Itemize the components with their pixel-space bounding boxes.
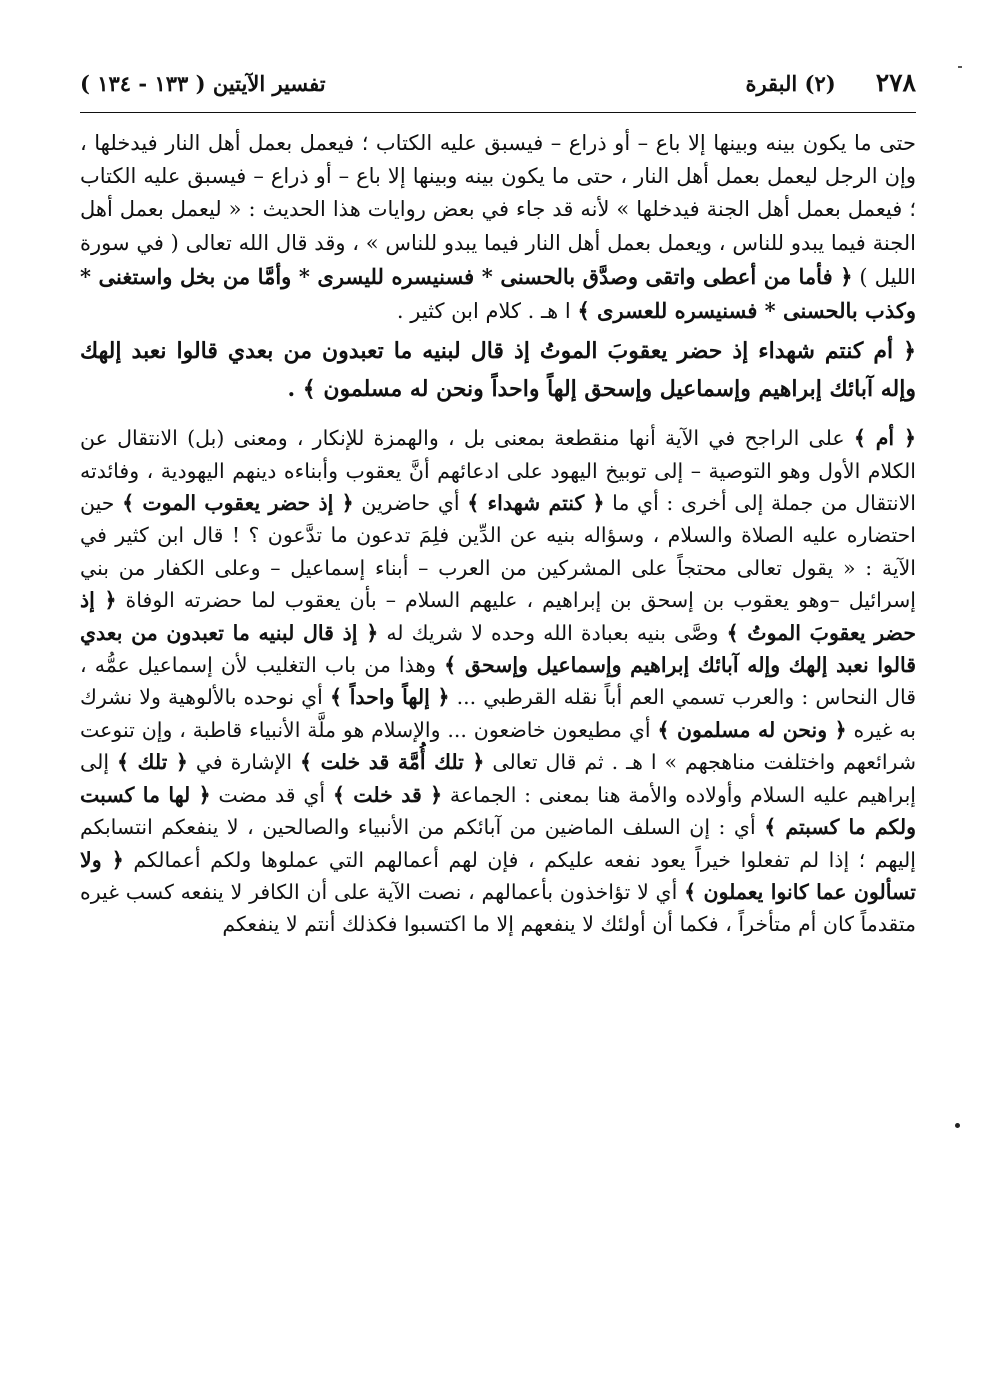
- quran-phrase: ﴿ لها ما كسبت ولكم ما كسبتم ﴾: [80, 782, 916, 840]
- quran-phrase: ﴿ إلهاً واحداً ﴾: [329, 685, 450, 710]
- commentary-text: حين احتضاره عليه الصلاة والسلام ، وسؤاله بنيه عن الدِّين فلِمَ تدعون ما تدَّعون ؟ ! قال ابن كثير في الآية : « يقول تعالى محتجاً على المشركين من العرب – أبناء إسماعيل – وعلى الكفار من بني إسرائيل –وهو يعقوب بن إسحق بن إبراهيم ، عليهم السلام – بأن يعقوب لما حضرته الوفاة: [80, 491, 916, 613]
- verse-block: [80, 332, 916, 408]
- hadith-paragraph: [80, 127, 916, 328]
- commentary-text: وهذا من باب التغليب لأن إسماعيل عمُّه ، قال النحاس : والعرب تسمي العم أباً نقله القرطبي ...: [80, 653, 916, 710]
- quran-phrase: ﴿ ولا تسألون عما كانوا يعملون ﴾: [80, 847, 916, 904]
- commentary-text: على الراجح في الآية أنها منقطعة بمعنى بل ، والهمزة للإنكار ، ومعنى (بل) الانتقال عن الكلام الأول وهو التوصية – إلى توبيخ اليهود على ادعائهم أنَّ يعقوب وأبناءه دينهم اليهودية ، وفائدته الانتقال من جملة إلى أخرى : أي ما: [80, 426, 916, 516]
- margin-dot: [955, 1123, 960, 1128]
- quran-phrase: ﴿ أم ﴾: [853, 426, 916, 451]
- commentary-text: وصَّى بنيه بعبادة الله وحده لا شريك له: [378, 620, 727, 645]
- commentary: [80, 422, 916, 941]
- commentary-text: إلى إبراهيم عليه السلام وأولاده والأمة هنا بمعنى : الجماعة: [80, 750, 916, 807]
- quran-phrase: ﴿ إذ حضر يعقوب الموت ﴾: [122, 491, 354, 516]
- page-number: ٢٧٨: [875, 68, 916, 97]
- hadith-text: حتى ما يكون بينه وبينها إلا باع – أو ذراع – فيسبق عليه الكتاب ؛ فيعمل بعمل أهل النار فيدخلها ، وإن الرجل ليعمل بعمل أهل النار ، حتى ما يكون بينه وبينها إلا باع – أو ذراع – فيسبق عليه الكتاب ؛ فيعمل بعمل أهل الجنة فيدخلها » لأنه قد جاء في بعض روايات هذا الحديث : « ليعمل بعمل أهل الجنة فيما يبدو للناس ، ويعمل بعمل أهل النار فيما يبدو للناس » ، وقد قال الله تعالى ( في سورة الليل ): [80, 131, 916, 289]
- commentary-text: أي نوحده بالألوهية ولا نشرك به غيره: [80, 685, 916, 742]
- attribution-text: ا هـ . كلام ابن كثير .: [396, 299, 578, 324]
- commentary-text: أي حاضرين: [353, 491, 468, 516]
- quran-phrase: ﴿ كنتم شهداء ﴾: [467, 491, 605, 516]
- quran-phrase: ﴿ تلك أُمَّة قد خلت ﴾: [300, 750, 485, 775]
- quran-phrase: ﴿ قد خلت ﴾: [332, 782, 443, 807]
- running-header: [80, 68, 916, 112]
- surah-name: (٢) البقرة: [745, 71, 836, 96]
- scan-mark: [958, 66, 962, 68]
- commentary-text: أي : إن السلف الماضين من آبائكم من الأنبياء والصالحين ، لا ينفعكم انتسابكم إليهم ؛ إذا لم تفعلوا خيراً يعود نفعه عليكم ، فإن لهم أعمالهم التي عملوها ولكم أعمالكم: [80, 815, 917, 872]
- commentary-paragraph: [80, 422, 916, 941]
- commentary-text: أي لا تؤاخذون بأعمالهم ، نصت الآية على أن الكافر لا ينفعه كسب غيره متقدماً كان أم متأخراً ، فكما أن أولئك لا ينفعهم إلا ما اكتسبوا فكذلك أنتم لا ينفعكم: [80, 879, 916, 937]
- verse-text: ﴿ أم كنتم شهداء إذ حضر يعقوبَ الموتُ إذ قال لبنيه ما تعبدون من بعدي قالوا نعبد إلهك وإله آبائك إبراهيم وإسماعيل وإسحق إلهاً واحداً ونحن له مسلمون ﴾ .: [80, 338, 916, 403]
- commentary-text: أي قد مضت: [210, 782, 333, 807]
- quran-phrase: ﴿ إذ حضر يعقوبَ الموتُ ﴾: [80, 588, 916, 645]
- commentary-text: أي مطيعون خاضعون ... والإسلام هو ملَّة الأنبياء قاطبة ، وإن تنوعت شرائعهم واختلفت مناهجهم » ا هـ . ثم قال تعالى: [80, 717, 917, 775]
- quran-phrase: ﴿ ونحن له مسلمون ﴾: [657, 717, 847, 742]
- quran-phrase: ﴿ تلك ﴾: [116, 750, 188, 775]
- header-right: [745, 68, 916, 97]
- quran-phrase: ﴿ إذ قال لبنيه ما تعبدون من بعدي قالوا نعبد إلهك وإله آبائك إبراهيم وإسماعيل وإسحق ﴾: [80, 620, 916, 678]
- commentary-text: الإشارة في: [187, 750, 301, 775]
- quran-quote-al-layl: ﴿ فأما من أعطى واتقى وصدَّق بالحسنى * فسنيسره لليسرى * وأمَّا من بخل واستغنى * وكذب بالحسنى * فسنيسره للعسرى ﴾: [80, 263, 916, 324]
- section-title: تفسير الآيتين ( ١٣٣ - ١٣٤ ): [80, 71, 326, 96]
- header-rule: [80, 112, 916, 113]
- book-page: [80, 68, 916, 941]
- hadith-continuation: [80, 127, 916, 328]
